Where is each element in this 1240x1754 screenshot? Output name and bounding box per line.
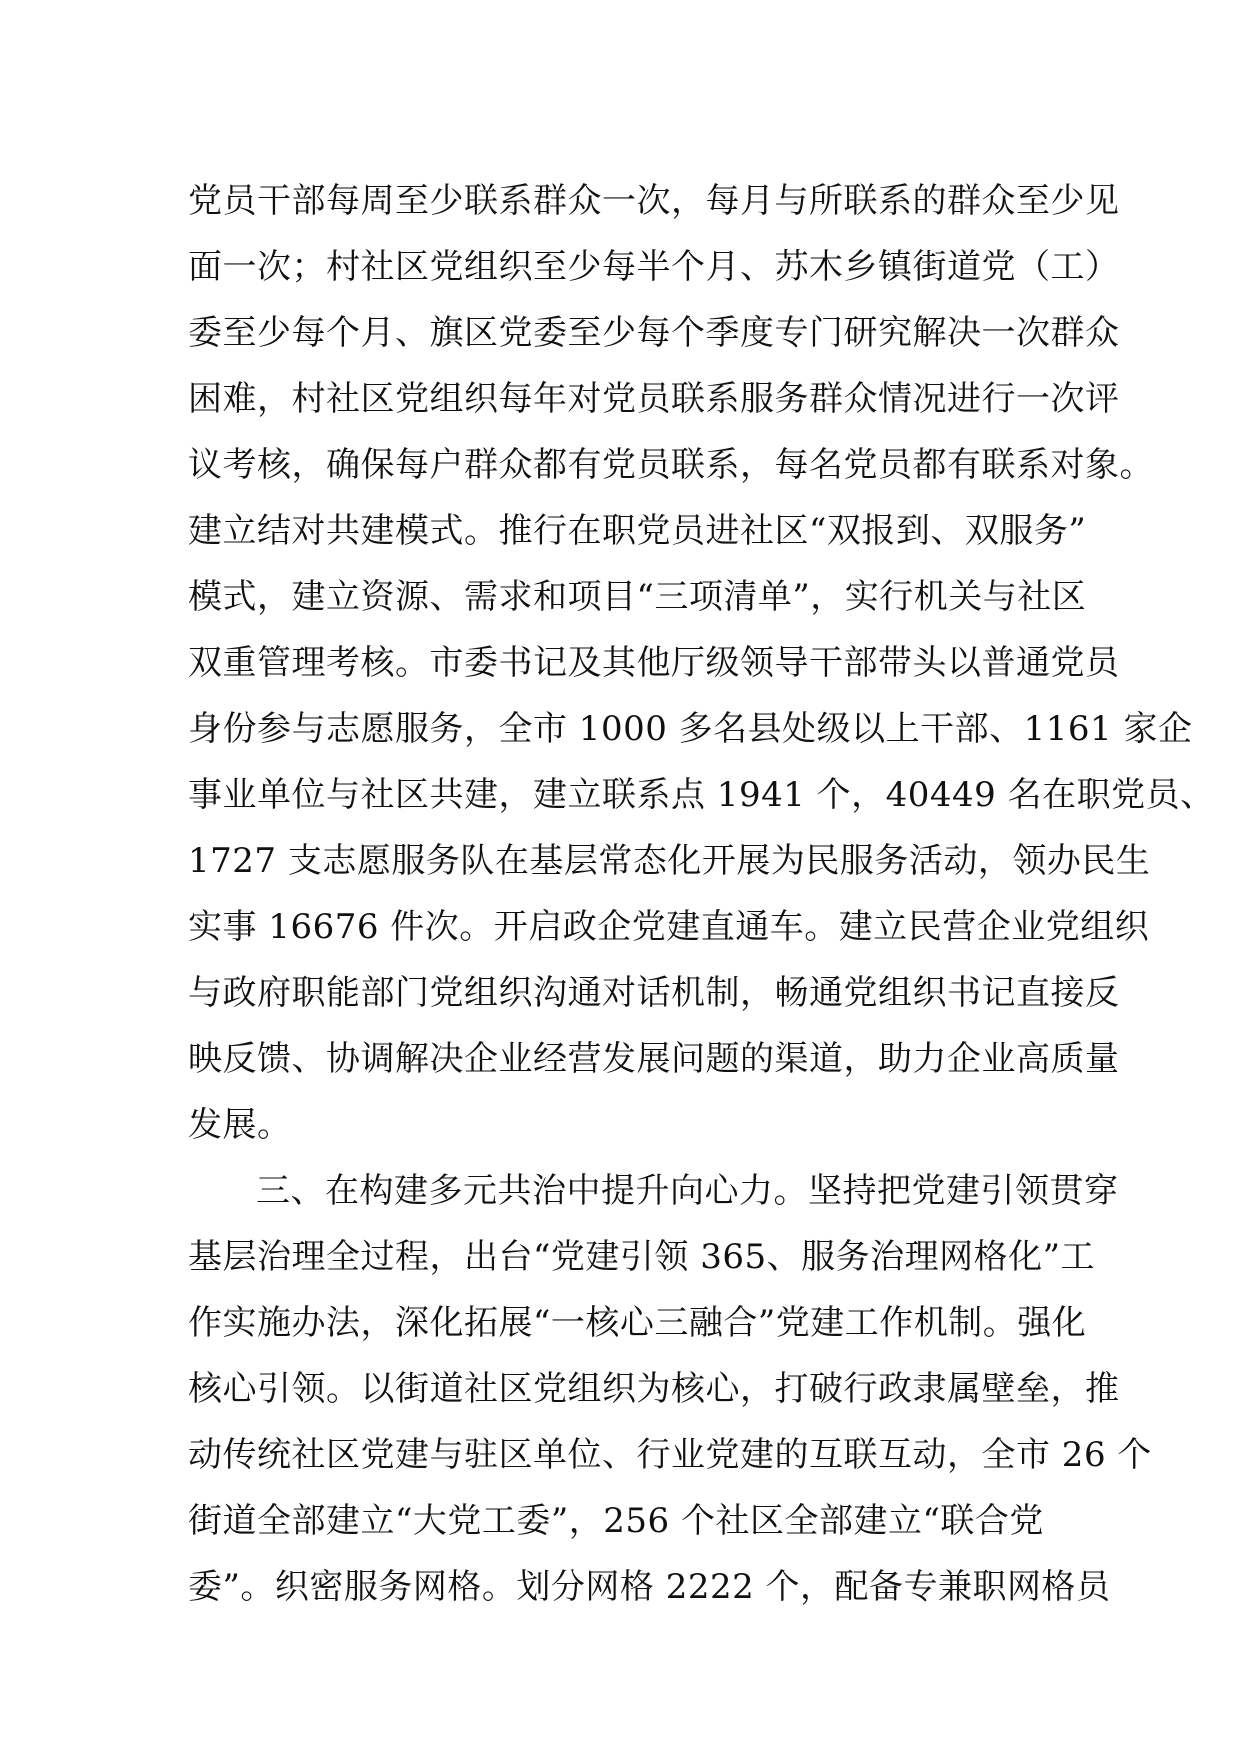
text-line: 事业单位与社区共建，建立联系点 1941 个，40449 名在职党员、 (188, 775, 1215, 815)
text-line: 面一次；村社区党组织至少每半个月、苏木乡镇街道党（工） (188, 247, 1120, 287)
text-line: 模式，建立资源、需求和项目“三项清单”，实行机关与社区 (188, 577, 1087, 617)
text-line: 困难，村社区党组织每年对党员联系服务群众情况进行一次评 (188, 379, 1120, 419)
text-line: 作实施办法，深化拓展“一核心三融合”党建工作机制。强化 (188, 1303, 1087, 1343)
text-line: 实事 16676 件次。开启政企党建直通车。建立民营企业党组织 (188, 907, 1150, 947)
text-line: 动传统社区党建与驻区单位、行业党建的互联互动，全市 26 个 (188, 1435, 1152, 1475)
text-line: 身份参与志愿服务，全市 1000 多名县处级以上干部、1161 家企 (188, 709, 1193, 749)
text-line: 映反馈、协调解决企业经营发展问题的渠道，助力企业高质量 (188, 1039, 1120, 1079)
text-line: 委至少每个月、旗区党委至少每个季度专门研究解决一次群众 (188, 313, 1120, 353)
text-line: 1727 支志愿服务队在基层常态化开展为民服务活动，领办民生 (188, 841, 1151, 881)
text-line: 基层治理全过程，出台“党建引领 365、服务治理网格化”工 (188, 1237, 1095, 1277)
text-line: 双重管理考核。市委书记及其他厅级领导干部带头以普通党员 (188, 643, 1120, 683)
body-text (188, 168, 1215, 1620)
text-line: 与政府职能部门党组织沟通对话机制，畅通党组织书记直接反 (188, 973, 1120, 1013)
text-line: 党员干部每周至少联系群众一次，每月与所联系的群众至少见 (188, 181, 1120, 221)
text-line: 核心引领。以街道社区党组织为核心，打破行政隶属壁垒，推 (188, 1369, 1120, 1409)
text-line: 委”。织密服务网格。划分网格 2222 个，配备专兼职网格员 (188, 1567, 1111, 1607)
text-line: 街道全部建立“大党工委”，256 个社区全部建立“联合党 (188, 1501, 1044, 1541)
text-line: 建立结对共建模式。推行在职党员进社区“双报到、双服务” (188, 511, 1087, 551)
text-line: 议考核，确保每户群众都有党员联系，每名党员都有联系对象。 (188, 445, 1154, 485)
text-line: 发展。 (188, 1105, 292, 1145)
paragraph-start-line: 三、在构建多元共治中提升向心力。坚持把党建引领贯穿 (256, 1171, 1119, 1211)
